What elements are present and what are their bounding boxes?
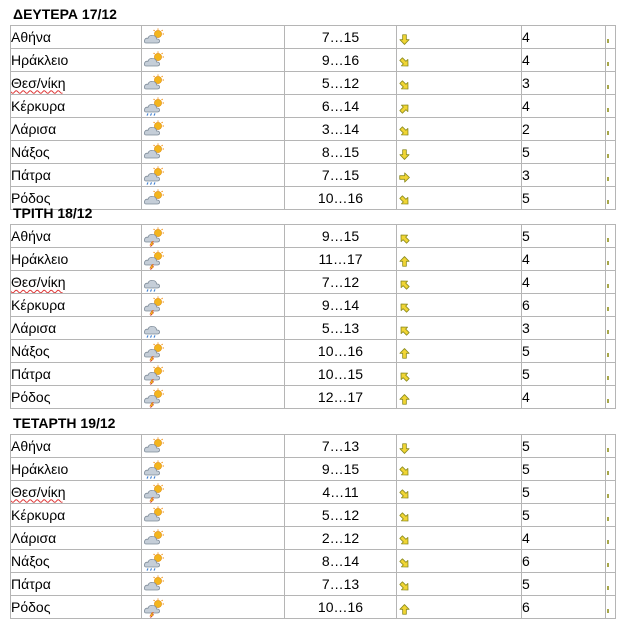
wind-beaufort: 3 [522,164,606,187]
truncated-column [606,187,616,210]
weather-cell [142,141,285,164]
clipped-symbol [607,307,609,311]
truncated-column [606,49,616,72]
forecast-row [11,458,616,481]
clipped-symbol [607,108,609,112]
city-name: Ηράκλειο [11,248,142,271]
city-name: Πάτρα [11,164,142,187]
forecast-row [11,141,616,164]
clipped-symbol [607,238,609,242]
truncated-column [606,596,616,619]
temperature-range: 10…16 [285,187,397,210]
clipped-symbol [607,376,609,380]
wind-arrow-down-icon [397,149,521,160]
wind-direction-cell [397,550,522,573]
forecast-row [11,187,616,210]
wind-direction-cell [397,317,522,340]
clipped-symbol [607,284,609,288]
wind-beaufort: 5 [522,187,606,210]
cloud-sun-storm-icon [142,365,284,385]
cloud-sun-icon [142,189,284,209]
wind-arrow-up-icon [397,604,521,615]
temperature-range: 9…15 [285,458,397,481]
weather-cell [142,481,285,504]
temperature-range: 5…13 [285,317,397,340]
truncated-column [606,435,616,458]
city-name: Ρόδος [11,596,142,619]
city-name: Νάξος [11,550,142,573]
city-name: Αθήνα [11,225,142,248]
weather-cell [142,72,285,95]
temperature-range: 5…12 [285,504,397,527]
forecast-row [11,573,616,596]
weather-cell [142,294,285,317]
forecast-row [11,225,616,248]
truncated-column [606,294,616,317]
wind-arrow-down-right-icon [397,126,521,137]
truncated-column [606,225,616,248]
clipped-symbol [607,399,609,403]
clipped-symbol [607,353,609,357]
wind-direction-cell [397,118,522,141]
wind-beaufort: 2 [522,118,606,141]
city-name: Ρόδος [11,187,142,210]
wind-arrow-up-left-icon [397,279,521,290]
wind-beaufort: 4 [522,95,606,118]
wind-beaufort: 6 [522,550,606,573]
cloud-sun-storm-icon [142,483,284,503]
forecast-row [11,118,616,141]
temperature-range: 7…12 [285,271,397,294]
wind-beaufort: 5 [522,435,606,458]
wind-arrow-up-left-icon [397,371,521,382]
truncated-column [606,26,616,49]
wind-direction-cell [397,141,522,164]
forecast-row [11,550,616,573]
truncated-column [606,527,616,550]
clipped-symbol [607,62,609,66]
city-name: Κέρκυρα [11,294,142,317]
cloud-sun-icon [142,74,284,94]
temperature-range: 7…13 [285,435,397,458]
weather-cell [142,596,285,619]
cloud-sun-storm-icon [142,227,284,247]
city-name: Θεσ/νίκη [11,271,142,294]
wind-beaufort: 4 [522,271,606,294]
clipped-symbol [607,448,609,452]
clipped-symbol [607,563,609,567]
city-name: Κέρκυρα [11,95,142,118]
forecast-table-tuesday [10,224,616,409]
city-name: Πάτρα [11,573,142,596]
wind-direction-cell [397,49,522,72]
clipped-symbol [607,586,609,590]
wind-direction-cell [397,504,522,527]
forecast-row [11,363,616,386]
city-name: Ηράκλειο [11,49,142,72]
city-name: Αθήνα [11,26,142,49]
wind-direction-cell [397,248,522,271]
temperature-range: 5…12 [285,72,397,95]
forecast-row [11,481,616,504]
wind-arrow-down-right-icon [397,581,521,592]
cloud-sun-storm-icon [142,250,284,270]
wind-direction-cell [397,187,522,210]
forecast-row [11,248,616,271]
forecast-row [11,596,616,619]
city-name: Πάτρα [11,363,142,386]
wind-arrow-up-icon [397,348,521,359]
clipped-symbol [607,330,609,334]
forecast-row [11,340,616,363]
wind-direction-cell [397,435,522,458]
forecast-table-monday [10,25,616,210]
temperature-range: 9…14 [285,294,397,317]
truncated-column [606,573,616,596]
cloud-sun-rain-icon [142,166,284,186]
wind-direction-cell [397,72,522,95]
wind-direction-cell [397,164,522,187]
city-name: Ρόδος [11,386,142,409]
wind-arrow-down-right-icon [397,57,521,68]
forecast-row [11,504,616,527]
temperature-range: 7…15 [285,164,397,187]
weather-cell [142,504,285,527]
clipped-symbol [607,261,609,265]
cloud-sun-storm-icon [142,296,284,316]
weather-cell [142,458,285,481]
temperature-range: 12…17 [285,386,397,409]
cloud-sun-rain-icon [142,552,284,572]
temperature-range: 6…14 [285,95,397,118]
weather-cell [142,550,285,573]
wind-direction-cell [397,340,522,363]
wind-direction-cell [397,596,522,619]
temperature-range: 8…15 [285,141,397,164]
cloud-sun-storm-icon [142,598,284,618]
truncated-column [606,340,616,363]
wind-arrow-up-icon [397,256,521,267]
forecast-row [11,386,616,409]
cloud-sun-icon [142,51,284,71]
city-name: Λάρισα [11,118,142,141]
clipped-symbol [607,177,609,181]
wind-beaufort: 3 [522,317,606,340]
wind-beaufort: 5 [522,340,606,363]
temperature-range: 10…15 [285,363,397,386]
weather-cell [142,187,285,210]
wind-arrow-down-icon [397,443,521,454]
truncated-column [606,118,616,141]
temperature-range: 2…12 [285,527,397,550]
city-name: Λάρισα [11,317,142,340]
truncated-column [606,481,616,504]
wind-direction-cell [397,95,522,118]
wind-beaufort: 5 [522,504,606,527]
wind-beaufort: 6 [522,294,606,317]
cloud-sun-storm-icon [142,342,284,362]
cloud-sun-icon [142,529,284,549]
weather-cell [142,49,285,72]
clipped-symbol [607,540,609,544]
wind-beaufort: 6 [522,596,606,619]
cloud-sun-rain-icon [142,97,284,117]
weather-cell [142,363,285,386]
day-title-tuesday: ΤΡΙΤΗ 18/12 [13,205,93,221]
wind-direction-cell [397,386,522,409]
weather-cell [142,118,285,141]
wind-beaufort: 4 [522,49,606,72]
wind-direction-cell [397,26,522,49]
temperature-range: 9…16 [285,49,397,72]
wind-arrow-down-right-icon [397,466,521,477]
weather-cell [142,340,285,363]
clipped-symbol [607,517,609,521]
truncated-column [606,141,616,164]
wind-direction-cell [397,363,522,386]
truncated-column [606,248,616,271]
cloud-sun-icon [142,143,284,163]
wind-arrow-down-icon [397,34,521,45]
wind-arrow-down-right-icon [397,558,521,569]
forecast-row [11,26,616,49]
wind-beaufort: 4 [522,26,606,49]
cloud-sun-icon [142,506,284,526]
wind-beaufort: 5 [522,363,606,386]
wind-direction-cell [397,481,522,504]
weather-cell [142,26,285,49]
forecast-row [11,95,616,118]
city-name: Αθήνα [11,435,142,458]
wind-beaufort: 5 [522,481,606,504]
clipped-symbol [607,471,609,475]
wind-arrow-down-right-icon [397,512,521,523]
weather-cell [142,435,285,458]
temperature-range: 11…17 [285,248,397,271]
truncated-column [606,317,616,340]
wind-arrow-down-right-icon [397,535,521,546]
wind-arrow-down-right-icon [397,80,521,91]
weather-cell [142,248,285,271]
forecast-row [11,49,616,72]
wind-direction-cell [397,527,522,550]
day-title-monday: ΔΕΥΤΕΡΑ 17/12 [13,6,117,22]
weather-cell [142,164,285,187]
cloud-sun-icon [142,575,284,595]
city-name: Θεσ/νίκη [11,481,142,504]
clipped-symbol [607,494,609,498]
city-name: Ηράκλειο [11,458,142,481]
wind-beaufort: 5 [522,225,606,248]
city-name: Θεσ/νίκη [11,72,142,95]
temperature-range: 3…14 [285,118,397,141]
forecast-table-wednesday [10,434,616,619]
wind-arrow-right-icon [397,172,521,183]
clipped-symbol [607,131,609,135]
temperature-range: 10…16 [285,340,397,363]
weather-cell [142,527,285,550]
wind-beaufort: 5 [522,573,606,596]
wind-arrow-up-left-icon [397,325,521,336]
forecast-row [11,72,616,95]
temperature-range: 4…11 [285,481,397,504]
city-name: Νάξος [11,340,142,363]
forecast-row [11,294,616,317]
wind-beaufort: 5 [522,141,606,164]
truncated-column [606,95,616,118]
wind-arrow-down-right-icon [397,195,521,206]
clipped-symbol [607,200,609,204]
wind-direction-cell [397,573,522,596]
truncated-column [606,72,616,95]
weather-cell [142,271,285,294]
weather-cell [142,386,285,409]
city-name: Κέρκυρα [11,504,142,527]
truncated-column [606,164,616,187]
city-name: Νάξος [11,141,142,164]
clipped-symbol [607,154,609,158]
temperature-range: 8…14 [285,550,397,573]
weather-cell [142,225,285,248]
forecast-row [11,271,616,294]
temperature-range: 10…16 [285,596,397,619]
truncated-column [606,550,616,573]
cloud-sun-storm-icon [142,388,284,408]
wind-beaufort: 4 [522,527,606,550]
wind-arrow-up-right-icon [397,103,521,114]
clipped-symbol [607,85,609,89]
truncated-column [606,386,616,409]
truncated-column [606,504,616,527]
day-title-wednesday: ΤΕΤΑΡΤΗ 19/12 [13,415,116,431]
cloud-rain-icon [142,273,284,293]
wind-arrow-down-right-icon [397,489,521,500]
temperature-range: 7…13 [285,573,397,596]
temperature-range: 9…15 [285,225,397,248]
truncated-column [606,363,616,386]
wind-beaufort: 4 [522,248,606,271]
forecast-row [11,164,616,187]
cloud-rain-icon [142,319,284,339]
cloud-sun-rain-icon [142,460,284,480]
wind-arrow-up-left-icon [397,302,521,313]
temperature-range: 7…15 [285,26,397,49]
wind-direction-cell [397,458,522,481]
wind-direction-cell [397,225,522,248]
truncated-column [606,458,616,481]
wind-arrow-up-left-icon [397,233,521,244]
weather-cell [142,573,285,596]
clipped-symbol [607,39,609,43]
forecast-row [11,527,616,550]
cloud-sun-icon [142,120,284,140]
forecast-row [11,317,616,340]
wind-direction-cell [397,271,522,294]
forecast-row [11,435,616,458]
city-name: Λάρισα [11,527,142,550]
truncated-column [606,271,616,294]
cloud-sun-icon [142,28,284,48]
wind-beaufort: 4 [522,386,606,409]
wind-beaufort: 3 [522,72,606,95]
cloud-sun-icon [142,437,284,457]
wind-beaufort: 5 [522,458,606,481]
wind-direction-cell [397,294,522,317]
wind-arrow-up-icon [397,394,521,405]
weather-cell [142,317,285,340]
weather-cell [142,95,285,118]
